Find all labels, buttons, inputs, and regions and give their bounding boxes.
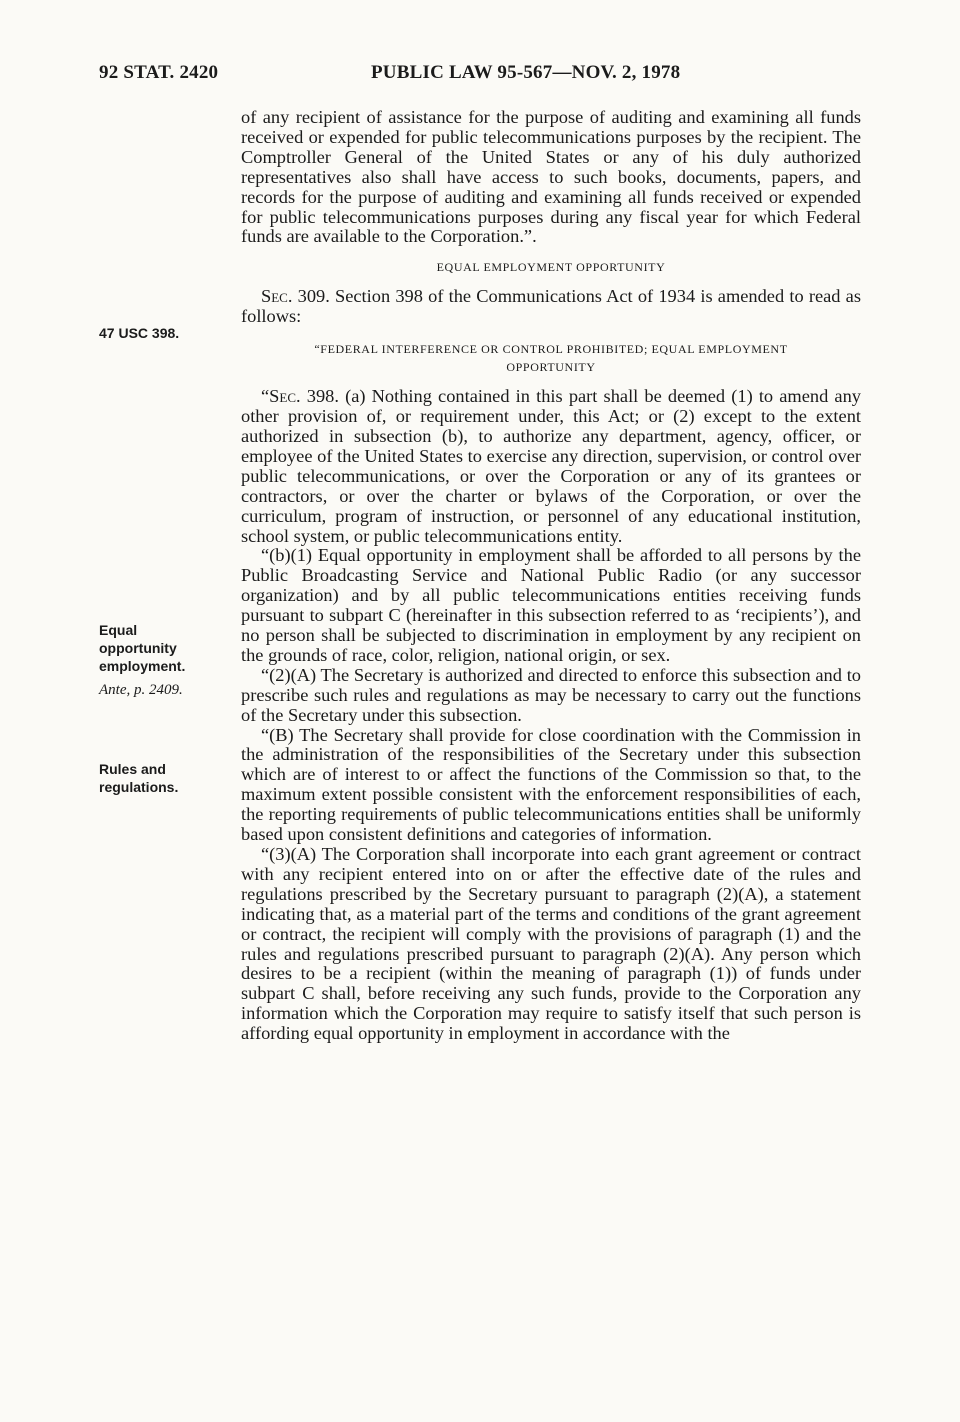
- paragraph-b1: “(b)(1) Equal opportunity in employment shall be afforded to all persons by the Public Broadcasting Service and National Public Radio (or any successor organization) and by all public telecommunications entities receiving funds pursuant to subpart C (hereinafter in this subsection referred to as ‘recipients’), and no person shall be subjected to discrimination in employment by any recipient on the grounds of race, color, religion, national origin, or sex.: [241, 545, 861, 665]
- sec-text: 309. Section 398 of the Communications Act of 1934 is amended to read as follows:: [241, 286, 861, 327]
- sec-label: “Sec.: [261, 386, 301, 407]
- margin-note-line: regulations.: [99, 779, 179, 795]
- paragraph-2b: “(B) The Secretary shall provide for close coordination with the Commission in the administration of the responsibilities of the Secretary under this subsection which are of interest to or affect the functions of the Commission so that, to the maximum extent possible consistent with the enforcement responsibilities of each, the reporting requirements of public telecommunications entities shall be uniformly based upon consistent definitions and categories of information.: [241, 724, 861, 845]
- margin-note-equal-opportunity: [99, 621, 224, 675]
- paragraph-2a: “(2)(A) The Secretary is authorized and directed to enforce this subsection and to prescribe such rules and regulations as may be necessary to carry out the functions of the Secretary under this subsection.: [241, 664, 861, 725]
- running-header: [99, 62, 859, 86]
- margin-note-line: employment.: [99, 658, 186, 674]
- heading-federal-interference: [241, 340, 861, 376]
- margin-note-rules: [99, 760, 224, 796]
- margin-note-usc: 47 USC 398.: [99, 325, 180, 341]
- margin-note-line: opportunity: [99, 640, 177, 656]
- margin-note-line: Equal: [99, 622, 138, 638]
- heading-equal-employment: EQUAL EMPLOYMENT OPPORTUNITY: [436, 260, 666, 275]
- heading-line: “FEDERAL INTERFERENCE OR CONTROL PROHIBITED; EQUAL EMPLOYMENT: [314, 342, 788, 357]
- paragraph-intro: of any recipient of assistance for the purpose of auditing and examining all funds received or expended for public telecommunications purposes by the recipient. The Comptroller General of the United States or any of his duly authorized representatives also shall have access to such books, documents, papers, and records for the purpose of auditing and examining all funds received or expended for public telecommunications purposes during any fiscal year for which Federal funds are available to the Corporation.”.: [241, 107, 861, 247]
- paragraph-sec-398a: [241, 387, 861, 546]
- paragraph-3a: “(3)(A) The Corporation shall incorporate into each grant agreement or contract with any recipient entered into on or after the effective date of the rules and regulations prescribed by the Secretary pursuant to paragraph (2)(A), a statement indicating that, as a material part of the terms and conditions of the grant agreement or contract, the recipient will comply with the provisions of paragraph (1) and the rules and regulations prescribed pursuant to paragraph (2)(A). Any person which desires to be a recipient (within the meaning of paragraph (1)) of funds under subpart C shall, before receiving any such funds, provide to the Corporation any information which the Corporation may require to satisfy itself that such person is affording equal opportunity in employment in accordance with the: [241, 844, 861, 1044]
- heading-line: OPPORTUNITY: [506, 360, 596, 375]
- stat-page-number: 92 STAT. 2420: [99, 62, 219, 83]
- sec-text: 398. (a) Nothing contained in this part shall be deemed (1) to amend any other provision of, or requirement under, this Act; or (2) except to the extent authorized in subsection (b), to authorize any department, agency, officer, or employee of the United States to exercise any direction, supervision, or control over public telecommunications, or over the Corporation or any of its grantees or contractors, or over the charter or bylaws of the Corporation, or over the curriculum, program of instruction, or personnel of any educational institution, school system, or public telecommunications entity.: [241, 386, 861, 546]
- public-law-title: PUBLIC LAW 95-567—NOV. 2, 1978: [371, 62, 681, 83]
- margin-note-line: Rules and: [99, 761, 166, 777]
- margin-note-ante-ref: Ante, p. 2409.: [99, 682, 183, 698]
- paragraph-sec-309: [241, 287, 861, 327]
- main-text-column: [241, 108, 861, 1044]
- margin-note-ante: [99, 681, 224, 699]
- sec-label: Sec.: [261, 286, 293, 307]
